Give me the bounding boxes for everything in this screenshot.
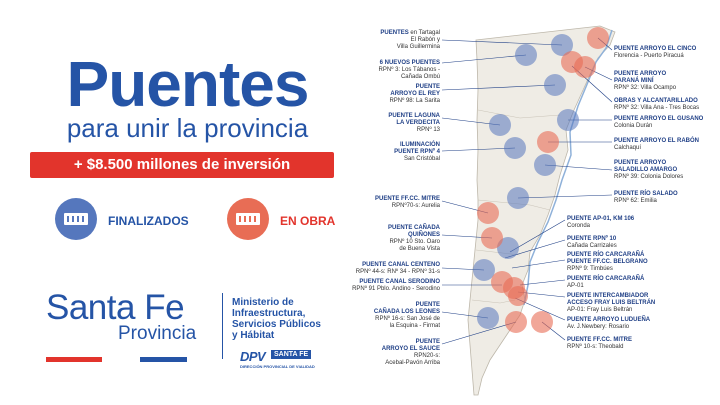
label-6-nuevos-puentes: 6 NUEVOS PUENTES RPNº 3: Los Tábanos - Cañada Ombú	[378, 60, 440, 80]
page-title: Puentes	[66, 48, 309, 120]
label-arroyo-el-rey: PUENTE ARROYO EL REY RPNº 98: La Sarita	[389, 84, 440, 104]
label-ap01-km106: PUENTE AP-01, KM 106 Coronda	[567, 216, 635, 229]
label-obras-alcantarillado: OBRAS Y ALCANTARILLADO RPNº 32: Villa Ana - Tres Bocas	[614, 98, 700, 111]
label-laguna-verdecita: PUENTE LAGUNA LA VERDECITA RPNº 13	[388, 113, 440, 133]
brand-name: Santa Fe	[46, 288, 185, 327]
label-canal-serodino: PUENTE CANAL SERODINO RPNº 91 Pblo. Andino - Serodino	[352, 279, 440, 292]
legend-finalizados-label: FINALIZADOS	[108, 214, 189, 228]
dpv-logo: DPV	[240, 349, 266, 364]
dpv-subtitle: DIRECCIÓN PROVINCIAL DE VIALIDAD	[240, 364, 315, 369]
investment-badge: + $8.500 millones de inversión	[30, 152, 334, 178]
label-rpn10: PUENTE RPNº 10 Cañada Carrizales	[567, 236, 617, 249]
label-rio-salado: PUENTE RÍO SALADO RPNº 62: Emilia	[614, 191, 678, 204]
label-arroyo-el-sauce: PUENTE ARROYO EL SAUCE RPN20-s: Acebal-Pavón Arriba	[381, 339, 440, 366]
label-arroyo-el-cinco: PUENTE ARROYO EL CINCO Florencia - Puerto Piracuá	[614, 46, 697, 59]
dpv-santa-fe: SANTA FE	[271, 350, 311, 359]
page-subtitle: para unir la provincia	[66, 113, 309, 143]
label-canada-quinones: PUENTE CAÑADA QUIÑONES RPNº 10 Sto. Oaro de Buena Vista	[387, 225, 440, 252]
legend-en-obra-label: EN OBRA	[280, 214, 336, 228]
label-ffcc-mitre-theobald: PUENTE FF.CC. MITRE RPNº 10-s: Theobald	[567, 337, 633, 350]
label-arroyo-el-gusano: PUENTE ARROYO EL GUSANO Colonia Durán	[614, 116, 704, 129]
label-carcarana-ap01: PUENTE RÍO CARCARAÑÁ AP-01	[567, 276, 645, 289]
ministerio-text: Ministerio de Infraestructura, Servicios Públicos y Hábitat	[232, 297, 321, 341]
label-parana-mini: PUENTE ARROYO PARANÁ MINÍ RPNº 32: Villa Ocampo	[614, 71, 677, 91]
label-saladillo-amargo: PUENTE ARROYO SALADILLO AMARGO RPNº 39: Colonia Dolores	[614, 160, 684, 180]
label-canada-los-leones: PUENTE CAÑADA LOS LEONES RPNº 16-s: San José de la Esquina - Firmat	[373, 302, 440, 329]
label-canal-centeno: PUENTE CANAL CENTENO RPNº 44-s: RNº 34 - RPNº 31-s	[355, 262, 440, 275]
label-ffcc-mitre-aurelia: PUENTE FF.CC. MITRE RPNº70-s: Aurelia	[374, 196, 440, 209]
label-arroyo-luduena: PUENTE ARROYO LUDUEÑA Av. J.Newbery: Rosario	[567, 317, 651, 330]
label-arroyo-el-rabon: PUENTE ARROYO EL RABÓN Calchaquí	[614, 138, 700, 151]
label-carcarana-belgrano: PUENTE RÍO CARCARAÑÁ PUENTE FF.CC. BELGRANO RPNº 9: Timbúes	[567, 252, 648, 272]
label-intercambiador-beltran: PUENTE INTERCAMBIADOR ACCESO FRAY LUIS BELTRÁN AP-01: Fray Luis Beltrán	[567, 293, 656, 313]
label-puentes-tartagal: PUENTES en Tartagal El Rabón y Villa Guillermina	[380, 30, 440, 50]
label-iluminacion-rpn4: ILUMINACIÓN PUENTE RPNº 4 San Cristóbal	[394, 142, 440, 162]
brand-sub: Provincia	[118, 323, 197, 344]
